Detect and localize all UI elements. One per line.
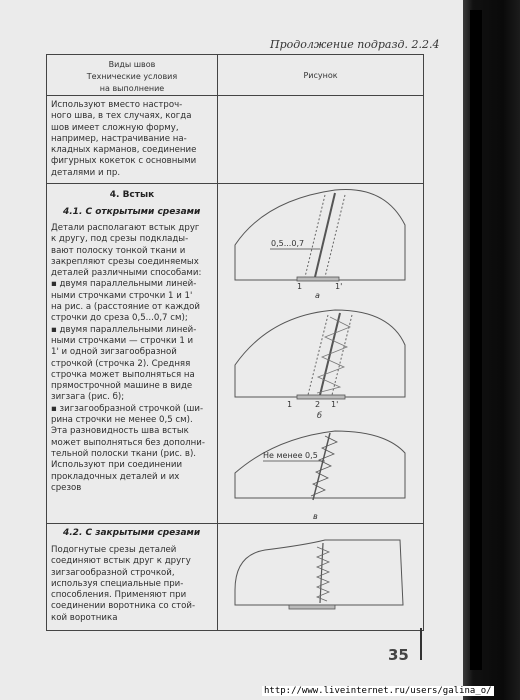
page-edge-shadow <box>470 10 482 670</box>
text-line: строчка может выполняться на <box>51 369 195 380</box>
fabric-outline <box>235 431 405 498</box>
stitch-line <box>305 195 325 277</box>
text-line: ▪ двумя параллельными линей- <box>51 279 197 290</box>
text-line: строчки до среза 0,5...0,7 см); <box>51 313 188 324</box>
text-line: тельной полоски ткани (рис. в). <box>51 448 197 459</box>
stitch-label: 1' <box>335 282 343 291</box>
backing-strip <box>297 277 339 281</box>
text-line: фигурных кокеток с основными <box>51 156 197 167</box>
section41-title: 4.1. С открытыми срезами <box>63 207 201 217</box>
seam-line <box>313 433 330 500</box>
text-line: соединении воротника со стой- <box>51 601 196 612</box>
row1-text <box>51 100 213 179</box>
zigzag-stitch <box>311 436 337 496</box>
text-line: Используют вместо настроч- <box>51 100 183 110</box>
dimension-label: Не менее 0,5 <box>263 451 318 460</box>
col2-header: Рисунок <box>303 71 338 80</box>
section4-title: 4. Встык <box>109 190 155 200</box>
dimension-label: 0,5...0,7 <box>271 239 305 248</box>
stitch-label: 1 <box>287 400 293 409</box>
text-line: Используют при соединении <box>51 460 183 471</box>
text-line: шов имеет сложную форму, <box>51 122 179 133</box>
text-line: Детали располагают встык друг <box>51 223 200 233</box>
zigzag-stitch <box>317 317 350 393</box>
text-line: соединяют встык друг к другу <box>51 556 191 567</box>
text-line: ▪ двумя параллельными линей- <box>51 324 197 335</box>
figure-c <box>225 428 415 523</box>
text-line: может выполняться без дополни- <box>51 437 205 448</box>
figure-closed-seam <box>225 535 415 620</box>
row-divider <box>47 183 423 184</box>
fold-edge <box>289 605 335 609</box>
figure-caption: б <box>317 411 322 420</box>
stitch-label: 2 <box>315 400 321 409</box>
text-line: кой воротника <box>51 612 118 623</box>
text-line: строчкой (строчка 2). Средняя <box>51 358 191 369</box>
seam-line <box>320 543 323 603</box>
page-number: 35 <box>388 646 409 664</box>
text-line: способления. Применяют при <box>51 590 187 601</box>
text-line: прокладочных деталей и их <box>51 471 180 482</box>
col1-header-line: на выполнение <box>99 84 165 93</box>
text-line: вают полоску тонкой ткани и <box>51 245 186 256</box>
text-line: рина строчки не менее 0,5 см). <box>51 415 193 426</box>
text-line: прямострочной машине в виде <box>51 381 193 392</box>
stitch-label: 1 <box>297 282 303 291</box>
text-line: срезов <box>51 482 82 493</box>
figure-caption: а <box>315 291 320 300</box>
fabric-outline <box>235 310 405 397</box>
figure-a <box>225 185 415 300</box>
section42-title: 4.2. С закрытыми срезами <box>63 528 201 538</box>
text-line: например, настрачивание на- <box>51 133 187 144</box>
text-line: на рис. а (расстояние от каждой <box>51 302 201 313</box>
fabric-outline <box>235 189 405 280</box>
column-divider <box>217 55 218 630</box>
text-line: используя специальные при- <box>51 578 184 589</box>
section42-text <box>51 545 213 624</box>
zigzag-stitch <box>317 547 329 601</box>
stitch-line <box>308 315 328 395</box>
text-line: закрепляют срезы соединяемых <box>51 256 199 267</box>
figure-caption: в <box>313 512 318 521</box>
row-divider <box>47 523 423 524</box>
text-line: деталями и пр. <box>51 167 121 178</box>
page-number-bar <box>420 628 422 660</box>
figure-b <box>225 305 415 420</box>
backing-strip <box>297 395 345 399</box>
text-line: Подогнутые срезы деталей <box>51 545 177 555</box>
header-divider <box>47 95 423 96</box>
text-line: кладных карманов, соединение <box>51 145 197 156</box>
fabric-outline <box>235 540 403 605</box>
text-line: Эта разновидность шва встык <box>51 426 189 437</box>
col1-header <box>47 59 217 95</box>
text-line: ными строчками — строчки 1 и <box>51 335 194 346</box>
col1-header-line: Технические условия <box>86 72 178 81</box>
seam-line <box>315 193 335 277</box>
text-line: к другу, под срезы подклады- <box>51 234 189 245</box>
text-line: ного шва, в тех случаях, когда <box>51 111 192 122</box>
running-header: Продолжение подразд. 2.2.4 <box>270 38 440 51</box>
col1-header-line: Виды швов <box>108 60 156 69</box>
stitch-line <box>325 195 345 277</box>
text-line: ▪ зигзагообразной строчкой (ши- <box>51 403 204 414</box>
text-line: ными строчками строчки 1 и 1' <box>51 290 193 301</box>
text-line: зигзага (рис. б); <box>51 392 125 403</box>
section41-text <box>51 223 213 494</box>
text-line: деталей различными способами: <box>51 268 202 279</box>
text-line: зигзагообразной строчкой, <box>51 567 175 578</box>
source-url[interactable]: http://www.liveinternet.ru/users/galina_o/ <box>264 686 492 696</box>
stitch-label: 1' <box>331 400 339 409</box>
text-line: 1' и одной зигзагообразной <box>51 347 177 358</box>
